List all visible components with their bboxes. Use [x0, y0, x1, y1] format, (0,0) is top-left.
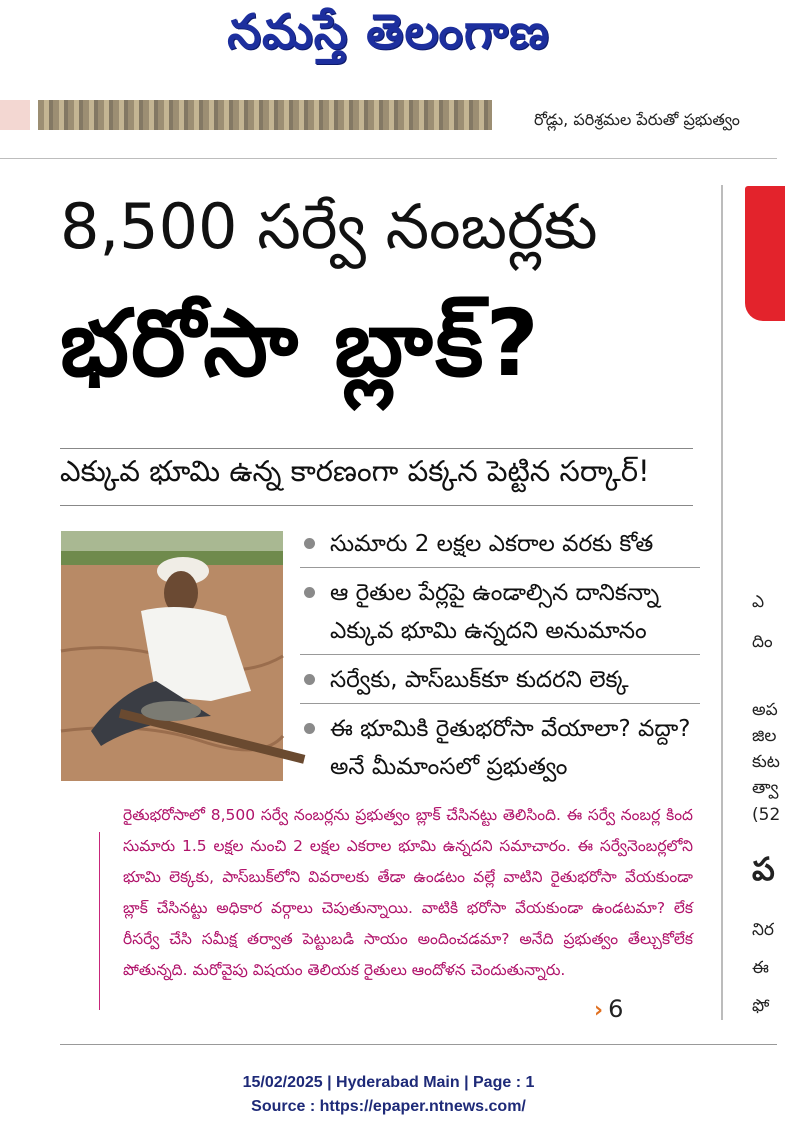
- bullet-icon: [304, 587, 315, 598]
- divider: [60, 1044, 777, 1045]
- footer-edition-info: 15/02/2025 | Hyderabad Main | Page : 1: [242, 1074, 535, 1091]
- side-column-fragment: ఎ: [752, 592, 765, 612]
- farmer-photo: [61, 531, 283, 781]
- masthead: [0, 0, 777, 70]
- divider: [60, 505, 693, 506]
- key-point-text: సర్వేకు, పాస్‌బుక్‌కూ కుదరని లెక్క: [330, 667, 629, 693]
- body-accent-bar: [99, 832, 100, 1010]
- key-point: [300, 525, 700, 568]
- key-point-text: సుమారు 2 లక్షల ఎకరాల వరకు కోత: [330, 531, 654, 557]
- divider: [0, 158, 777, 159]
- newspaper-logo: నమస్తే తెలంగాణ: [227, 4, 550, 60]
- previous-story-image-edge: [0, 100, 30, 130]
- chevron-right-icon: ›: [594, 998, 604, 1023]
- farmer-illustration: [61, 531, 283, 781]
- footer-source-link[interactable]: Source : https://epaper.ntnews.com/: [251, 1098, 526, 1115]
- side-column-fragment: దిం: [752, 632, 773, 652]
- headline-line-2: భరోసా బ్లాక్?: [60, 290, 541, 397]
- side-column-fragment: (52: [752, 805, 781, 825]
- key-point: [300, 574, 700, 655]
- headline-line-1: 8,500 సర్వే నంబర్లకు: [60, 190, 598, 263]
- continued-on[interactable]: [594, 995, 623, 1023]
- key-point-text: ఆ రైతుల పేర్లపై ఉండాల్సిన దానికన్నా ఎక్కువ భూమి ఉన్నదని అనుమానం: [330, 580, 660, 644]
- bullet-icon: [304, 674, 315, 685]
- side-column-fragment: ఈ: [752, 958, 769, 978]
- bullet-icon: [304, 723, 315, 734]
- key-point: [300, 661, 700, 704]
- side-column-fragment: నిర: [752, 920, 775, 940]
- side-column-fragment: ఫో: [752, 996, 770, 1016]
- key-point-text: ఈ భూమికి రైతుభరోసా వేయాలా? వద్దా? అనే మీమాంసలో ప్రభుత్వం: [330, 716, 691, 780]
- side-column-fragment: ప: [752, 850, 775, 888]
- side-column-fragment: అప: [752, 700, 778, 720]
- column-divider: [721, 185, 723, 1020]
- key-point: [300, 710, 700, 790]
- article-body: రైతుభరోసాలో 8,500 సర్వే నంబర్లను ప్రభుత్వం బ్లాక్ చేసినట్టు తెలిసింది. ఈ సర్వే నంబర్ల కింద సుమారు 1.5 లక్షల నుంచి 2 లక్షల ఎకరాల భూమి ఉన్నదని సమాచారం. ఈ సర్వేనెంబర్లలోని భూమి లెక్కకు, పాస్‌బుక్‌లోని వివరాలకు తేడా ఉండటం వల్లే వాటిని రైతుభరోసా వేయకుండా బ్లాక్ చేసినట్టు అధికార వర్గాలు చెపుతున్నాయి. వాటికి భరోసా వేయకుండా ఉండటమా? లేక రీసర్వే చేసి సమీక్ష తర్వాత పెట్టుబడి సాయం అందించడమా? అనేది ప్రభుత్వం తేల్చుకోలేక పోతున్నది. మరోవైపు విషయం తెలియక రైతులు ఆందోళన చెందుతున్నారు.: [123, 806, 693, 979]
- side-column-fragment: కుట: [752, 752, 780, 772]
- key-points-list: [300, 525, 700, 796]
- previous-story-image: [38, 100, 492, 130]
- continued-page-number: 6: [608, 995, 624, 1023]
- side-column-fragment: జిల: [752, 726, 777, 746]
- divider: [60, 448, 693, 449]
- previous-story-text: రోడ్లు, పరిశ్రమల పేరుతో ప్రభుత్వం: [534, 110, 740, 129]
- side-column-fragment: త్వా: [752, 778, 779, 798]
- bullet-icon: [304, 538, 315, 549]
- side-story-tag: [745, 186, 785, 321]
- subheadline: ఎక్కువ భూమి ఉన్న కారణంగా పక్కన పెట్టిన సర్కార్!: [60, 454, 650, 488]
